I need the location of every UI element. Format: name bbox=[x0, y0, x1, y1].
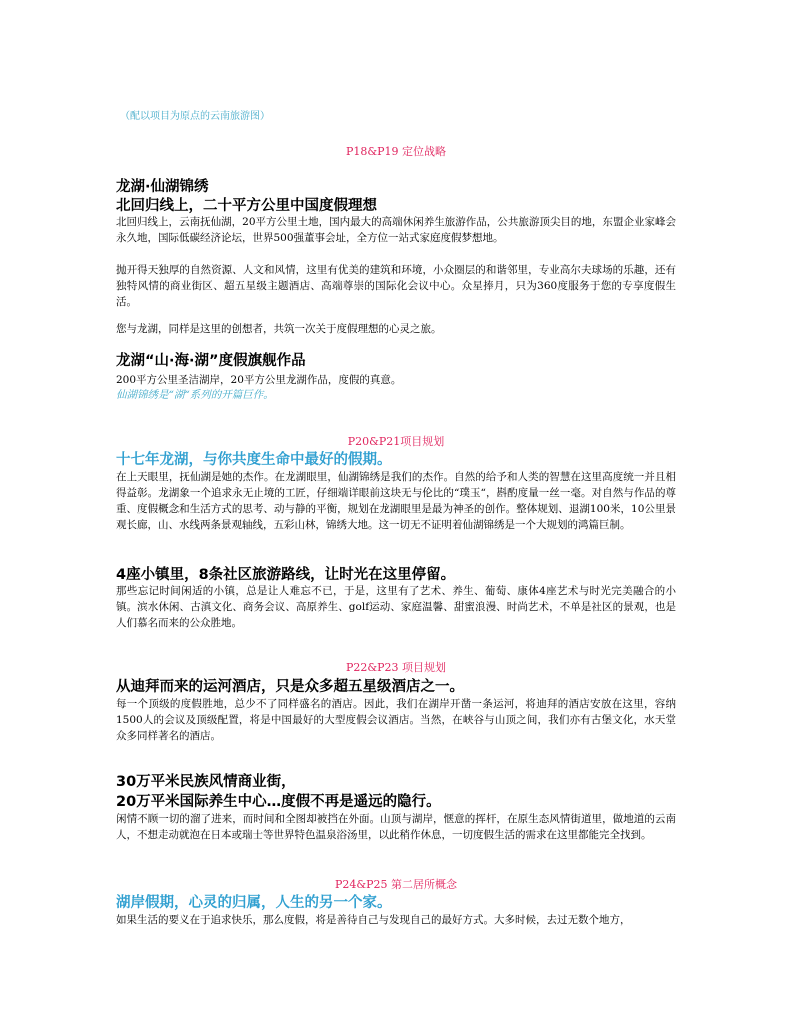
paragraph-series-note: 仙湖锦绣是“湖“系列的开篇巨作。 bbox=[116, 389, 274, 401]
paragraph-towns: 那些忘记时间闲适的小镇，总是让人难忘不已，于是，这里有了艺术、养生、葡萄、康体4座艺术与时光完美融合的小镇。滨水休闲、古滇文化、商务会议、高原养生、golf运动、家庭温馨、甜蜜浪漫、时尚艺术，不单是社区的景观，也是人们慕名而来的公众胜地。 bbox=[116, 585, 676, 629]
paragraph-lakeshore: 200平方公里圣洁湖岸，20平方公里龙湖作品，度假的真意。 bbox=[116, 374, 402, 386]
heading-wellness-center: 20万平米国际养生中心…度假不再是遥远的隐行。 bbox=[116, 794, 441, 810]
paragraph-hotels: 每一个顶级的度假胜地，总少不了同样盛名的酒店。因此，我们在湖岸开凿一条运河，将迪拜的酒店安放在这里，容纳1500人的会议及顶级配置，将是中国最好的大型度假会议酒店。当然，在峡谷与山顶之间，我们亦有古堡文化，水天堂众多同样著名的酒店。 bbox=[116, 698, 676, 742]
heading-flagship: 龙湖“山·海·湖”度假旗舰作品 bbox=[116, 353, 306, 369]
section-head-second-home: P24&P25 第二居所概念 bbox=[334, 878, 458, 891]
heading-lakeside-vacation: 湖岸假期，心灵的归属，人生的另一个家。 bbox=[116, 895, 392, 911]
heading-canal-hotel: 从迪拜而来的运河酒店，只是众多超五星级酒店之一。 bbox=[116, 679, 464, 695]
heading-project-name: 龙湖·仙湖锦绣 bbox=[116, 179, 209, 195]
heading-four-towns: 4座小镇里，8条社区旅游路线，让时光在这里停留。 bbox=[116, 567, 456, 583]
paragraph-cocreator: 您与龙湖，同样是这里的创想者，共筑一次关于度假理想的心灵之旅。 bbox=[116, 323, 442, 335]
heading-seventeen-years: 十七年龙湖，与你共度生命中最好的假期。 bbox=[116, 452, 392, 468]
paragraph-leisure: 闲情不顾一切的溜了进来，而时间和全图却被挡在外面。山顶与湖岸，惬意的挥杆，在原生态风情街道里，做地道的云南人，不想走动就泡在日本或瑞士等世界特色温泉浴汤里，以此稍作休息，一切度假生活的需求在这里都能完全找到。 bbox=[116, 813, 676, 841]
section-head-planning: P20&P21项目规划 bbox=[347, 435, 445, 448]
paragraph-resources: 抛开得天独厚的自然资源、人文和风情，这里有优美的建筑和环境，小众圈层的和谐邻里，专业高尔夫球场的乐趣，还有独特风情的商业街区、超五星级主题酒店、高端尊崇的国际化会议中心。众星捧月，只为360度服务于您的专享度假生活。 bbox=[116, 264, 676, 308]
paragraph-intro: 北回归线上，云南抚仙湖，20平方公里土地，国内最大的高端休闲养生旅游作品，公共旅游顶尖目的地，东盟企业家峰会永久地，国际低碳经济论坛，世界500强董事会址，全方位一站式家庭度假梦想地。 bbox=[116, 216, 676, 244]
map-caption: （配以项目为原点的云南旅游图） bbox=[120, 111, 270, 122]
paragraph-masterpiece: 在上天眼里，抚仙湖是她的杰作。在龙湖眼里，仙湖锦绣是我们的杰作。自然的给予和人类的智慧在这里高度统一并且相得益彰。龙湖象一个追求永无止境的工匠，仔细端详眼前这块无与伦比的“璞玉“，斟酌度量一丝一毫。对自然与作品的尊重、度假概念和生活方式的思考、动与静的平衡，规划在龙湖眼里是最为神圣的创作。整体规划、退湖100米，10公里景观长廊，山、水线两条景观轴线，五彩山林，锦绣大地。这一切无不证明着仙湖锦绣是一个大规划的鸿篇巨制。 bbox=[116, 471, 676, 531]
section-head-positioning: P18&P19 定位战略 bbox=[345, 145, 447, 158]
paragraph-happiness: 如果生活的要义在于追求快乐，那么度假，将是善待自己与发现自己的最好方式。大多时候，去过无数个地方， bbox=[116, 914, 631, 926]
heading-commercial-street: 30万平米民族风情商业街， bbox=[116, 774, 296, 790]
section-head-planning-2: P22&P23 项目规划 bbox=[345, 661, 447, 674]
heading-tropic: 北回归线上，二十平方公里中国度假理想 bbox=[116, 198, 377, 214]
